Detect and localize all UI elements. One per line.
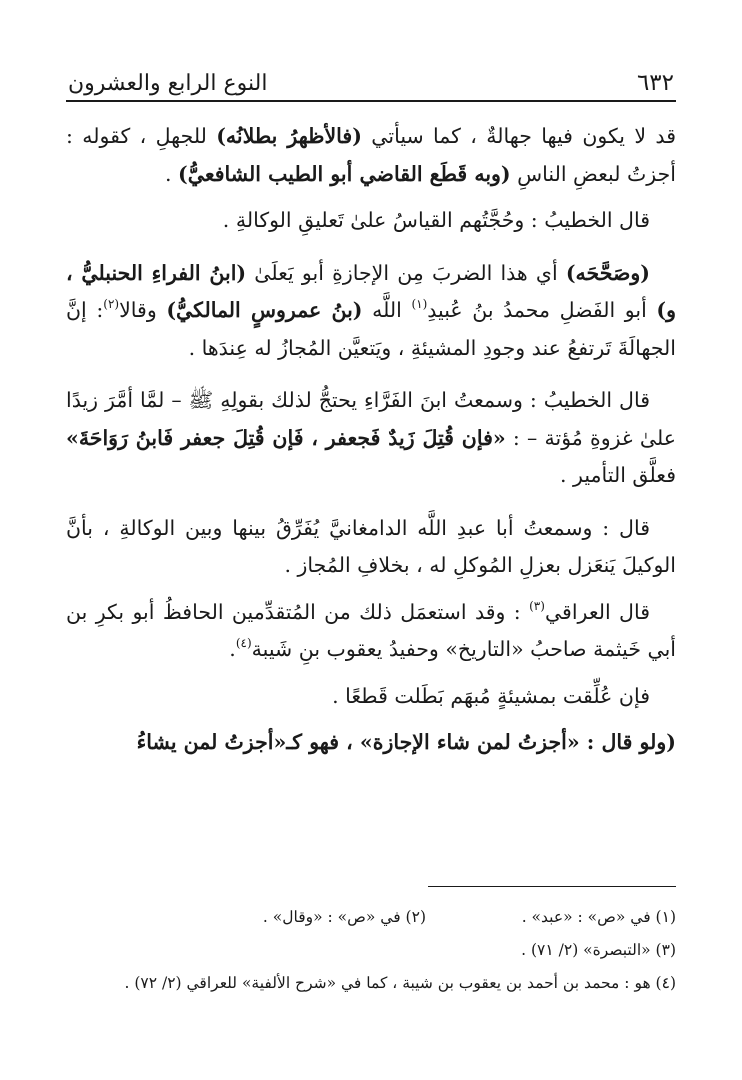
paragraph-4: قال الخطيبُ : وسمعتُ ابنَ الفَرَّاءِ يحتجُّ لذلك بقولِهِ ﷺ – لمَّا أمَّرَ زيدًا علىٰ غزوةِ مُؤتة – : «فإن قُتِلَ زَيدٌ فَجعفر ، فَإن قُتِلَ جعفر فَابنُ رَوَاحَةَ» فعلَّق التأمير . [66, 388, 676, 487]
footnote-rule [428, 886, 676, 887]
chapter-title: النوع الرابع والعشرون [68, 71, 268, 96]
page-number: ٦٣٢ [636, 70, 674, 96]
bold-phrase: (وبه قَطَع القاضي أبو الطيب الشافعيُّ) [178, 161, 511, 186]
footnote-row [66, 902, 676, 932]
bold-phrase: (ابنُ الفراءِ الحنبليُّ ، و) [66, 260, 676, 322]
paragraph-6: قال العراقي$^{(٣)}$ : وقد استعمَل ذلك من المُتقدِّمين الحافظُ أبو بكرِ بن أبي خَيثمة صاحبُ «التاريخ» وحفيدُ يعقوب بنِ شَيبة$^{(٤)}$. [66, 598, 676, 661]
footnote-4: (٤) هو : محمد بن أحمد بن يعقوب بن شيبة ، كما في «شرح الألفية» للعراقي (٢/ ٧٢) . [124, 974, 676, 992]
footnotes [66, 902, 676, 998]
paragraph-3: (وصَحَّحَه) أي هذا الضربَ مِن الإجازةِ أبو يَعلَىٰ (ابنُ الفراءِ الحنبليُّ ، و) أبو الفَضلِ محمدُ بنُ عُبيدِ$^{(١)}$ اللَّه (بنُ عمروسٍ المالكيُّ) وقالا$^{(٢)}$: إنَّ الجهالَةَ تَرتفعُ عند وجودِ المشيئةِ ، ويَتعيَّن المُجازُ له عِندَها . [66, 260, 676, 360]
paragraph-7: فإن عُلِّقت بمشيئةٍ مُبهَم بَطَلت قَطعًا . [332, 683, 650, 708]
footnote-2: (٢) في «ص» : «وقال» . [262, 908, 426, 926]
bold-hadith: «فإن قُتِلَ زَيدٌ فَجعفر ، فَإن قُتِلَ جعفر فَابنُ رَوَاحَةَ» [66, 425, 506, 450]
paragraph-1: قد لا يكون فيها جهالةٌ ، كما سيأتي (فالأظهرُ بطلانُه) للجهلِ ، كقوله : أجزتُ لبعضِ الناسِ (وبه قَطَع القاضي أبو الطيب الشافعيُّ) . [66, 124, 676, 186]
main-text [66, 118, 676, 762]
footnote-1: (١) في «ص» : «عبد» . [521, 908, 676, 926]
footnote-ref: (١) [411, 297, 428, 311]
footnote-ref: (٢) [103, 297, 120, 311]
header-rule [66, 100, 676, 102]
bold-phrase: (وصَحَّحَه) [565, 260, 650, 285]
paragraph-8 [66, 724, 676, 762]
footnote-ref: (٤) [235, 636, 252, 650]
bold-phrase: (بنُ عمروسٍ المالكيُّ) [166, 298, 363, 322]
footnote-3: (٣) «التبصرة» (٢/ ٧١) . [521, 941, 676, 959]
paragraph-5: قال : وسمعتُ أبا عبدِ اللَّه الدامغانيَّ يُفَرِّقُ بينها وبين الوكالةِ ، بأنَّ الوكيلَ يَنعَزل بعزلِ المُوكلِ له ، بخلافِ المُجاز . [66, 515, 676, 577]
bold-phrase: (فالأظهرُ بطلانُه) [216, 124, 362, 148]
bold-phrase: (ولو قال : «أجزتُ لمن شاء الإجازة» ، فهو كـ«أجزتُ لمن يشاءُ [136, 730, 676, 754]
paragraph-2: قال الخطيبُ : وحُجَّتُهم القياسُ علىٰ تَعليقِ الوكالةِ . [222, 208, 650, 232]
running-header [68, 60, 674, 96]
footnote-ref: (٣) [529, 598, 545, 613]
